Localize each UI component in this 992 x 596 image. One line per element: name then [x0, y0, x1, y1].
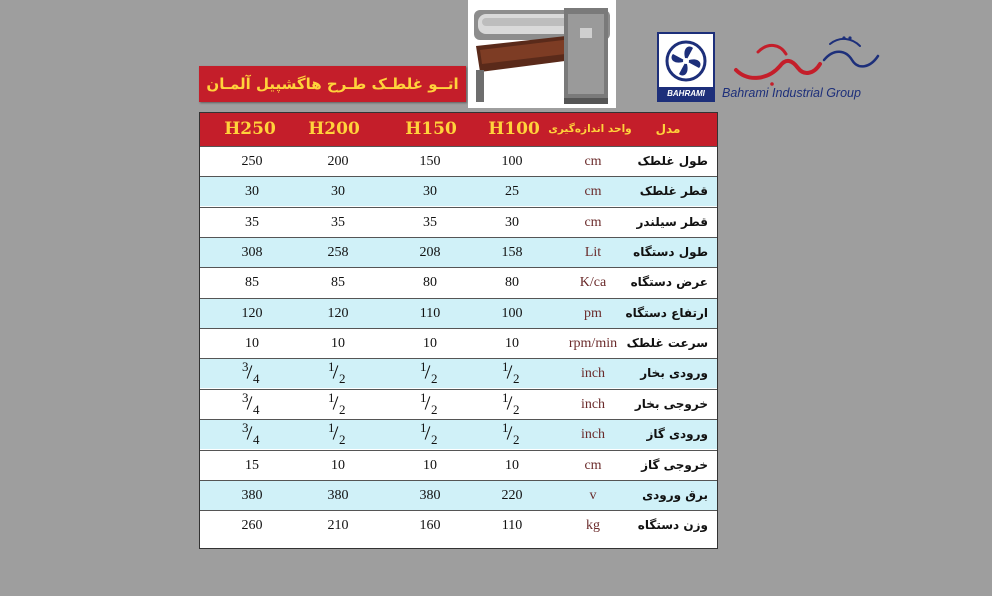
page-title: اتــو غلطـک طـرح هاگشپیل آلمـان	[199, 66, 466, 102]
fan-icon	[659, 34, 713, 86]
table-cell-h100: 220	[501, 487, 523, 503]
table-cell-h150: 30	[423, 184, 437, 200]
fraction-value: 1 2	[420, 389, 438, 417]
table-cell-unit: inch	[580, 366, 606, 382]
table-cell-unit: cm	[584, 214, 602, 230]
header-model-h200: H200	[308, 119, 360, 139]
table-cell-h150: 10	[423, 457, 437, 473]
table-cell-h250: 308	[241, 245, 263, 261]
table-cell-unit: cm	[584, 184, 602, 200]
table-cell-h250	[212, 390, 292, 419]
table-header	[200, 113, 717, 146]
spec-table	[199, 112, 718, 549]
table-cell-h250: 250	[241, 154, 263, 169]
table-cell-h200	[298, 359, 378, 388]
brand-logo-icon	[657, 32, 715, 102]
table-cell-h200	[298, 420, 378, 449]
table-cell-h200: 210	[327, 518, 349, 534]
table-cell-h250: 85	[245, 275, 259, 291]
table-cell-h150: 10	[423, 336, 437, 352]
table-cell-h100: 158	[501, 245, 523, 261]
table-row	[200, 510, 717, 540]
table-row	[200, 419, 717, 449]
table-row	[200, 298, 717, 328]
table-row	[200, 267, 717, 297]
table-cell-h100: 30	[505, 214, 519, 230]
table-cell-label: سرعت غلطک	[626, 336, 708, 351]
table-cell-h200: 258	[327, 245, 349, 261]
header-model-label: مدل	[655, 122, 681, 136]
table-cell-label: وزن دستگاه	[637, 518, 708, 533]
table-cell-h250	[212, 359, 292, 388]
fraction-value: 3 4	[242, 389, 260, 417]
fraction-value: 1 2	[328, 420, 346, 448]
table-cell-h250: 30	[245, 184, 259, 200]
brand-english-name: Bahrami Industrial Group	[722, 86, 861, 100]
table-row	[200, 480, 717, 510]
table-cell-h200: 120	[327, 305, 349, 321]
table-row	[200, 176, 717, 206]
table-cell-h250: 10	[245, 336, 259, 352]
header-model-h100: H100	[488, 119, 540, 139]
table-cell-h100: 110	[501, 518, 523, 534]
fraction-value: 1 2	[328, 359, 346, 387]
table-row	[200, 146, 717, 176]
table-cell-h100: 100	[501, 305, 523, 321]
table-cell-label: عرض دستگاه	[630, 275, 708, 290]
table-cell-h150	[390, 390, 470, 419]
header-model-h150: H150	[405, 119, 457, 139]
table-cell-unit: pm	[584, 305, 602, 321]
table-cell-h100	[472, 359, 552, 388]
fraction-value: 1 2	[420, 359, 438, 387]
table-cell-unit: v	[589, 487, 597, 503]
fraction-value: 1 2	[420, 420, 438, 448]
fraction-value: 3 4	[242, 359, 260, 387]
machine-image	[468, 0, 616, 108]
table-cell-label: طول دستگاه	[633, 245, 708, 260]
table-cell-h150: 80	[423, 275, 437, 291]
table-cell-h250: 120	[241, 305, 263, 321]
table-cell-h100: 10	[505, 336, 519, 352]
fraction-value: 1 2	[502, 359, 520, 387]
table-cell-unit: Lit	[584, 245, 602, 261]
table-cell-h150	[390, 420, 470, 449]
table-cell-h250: 260	[241, 518, 263, 534]
table-row	[200, 450, 717, 480]
table-cell-h200: 10	[331, 457, 345, 473]
table-cell-label: ورودی بخار	[640, 366, 708, 381]
table-row	[200, 328, 717, 358]
table-cell-h100	[472, 420, 552, 449]
table-cell-label: خروجی بخار	[634, 396, 708, 411]
fraction-value: 1 2	[328, 389, 346, 417]
brand-icon-label: BAHRAMI	[659, 87, 713, 100]
header-unit: واحد اندازه‌گیری	[548, 123, 632, 135]
table-cell-unit: inch	[580, 427, 606, 443]
table-cell-unit: cm	[584, 457, 602, 473]
table-cell-h200: 85	[331, 275, 345, 291]
table-cell-h150: 380	[419, 487, 441, 503]
table-cell-unit: rpm/min	[568, 336, 618, 352]
table-row	[200, 358, 717, 388]
table-cell-h250: 35	[245, 214, 259, 230]
table-cell-h100	[472, 390, 552, 419]
table-cell-h150: 160	[419, 518, 441, 534]
table-cell-label: قطر غلطک	[639, 184, 708, 199]
table-cell-h250: 15	[245, 457, 259, 473]
table-cell-label: قطر سیلندر	[636, 214, 708, 229]
table-cell-unit: inch	[580, 396, 606, 412]
fraction-value: 1 2	[502, 389, 520, 417]
table-cell-h150: 35	[423, 214, 437, 230]
table-cell-h100: 25	[505, 184, 519, 200]
table-cell-h150	[390, 359, 470, 388]
table-row	[200, 237, 717, 267]
table-cell-unit: K/ca	[579, 275, 607, 291]
table-row	[200, 207, 717, 237]
table-cell-h100: 80	[505, 275, 519, 291]
table-row	[200, 389, 717, 419]
table-cell-h100: 100	[501, 154, 523, 169]
table-cell-unit: cm	[584, 154, 602, 169]
table-cell-h200: 30	[331, 184, 345, 200]
fraction-value: 1 2	[502, 420, 520, 448]
table-cell-h200	[298, 390, 378, 419]
table-cell-h200: 380	[327, 487, 349, 503]
table-cell-h250: 380	[241, 487, 263, 503]
table-cell-h100: 10	[505, 457, 519, 473]
table-cell-h200: 200	[327, 154, 349, 169]
table-cell-h250	[212, 420, 292, 449]
table-cell-label: خروجی گاز	[641, 457, 708, 472]
table-cell-h150: 208	[419, 245, 441, 261]
table-cell-h150: 150	[419, 154, 441, 169]
table-cell-h200: 35	[331, 214, 345, 230]
table-cell-label: طول غلطک	[637, 154, 708, 168]
fraction-value: 3 4	[242, 420, 260, 448]
table-cell-label: برق ورودی	[642, 487, 708, 502]
header-model-h250: H250	[224, 119, 276, 139]
table-cell-unit: kg	[586, 518, 600, 534]
table-cell-label: ارتفاع دستگاه	[625, 305, 708, 320]
table-cell-h200: 10	[331, 336, 345, 352]
table-cell-h150: 110	[419, 305, 441, 321]
table-cell-label: ورودی گاز	[646, 427, 708, 442]
brand-logo-script	[728, 30, 888, 90]
